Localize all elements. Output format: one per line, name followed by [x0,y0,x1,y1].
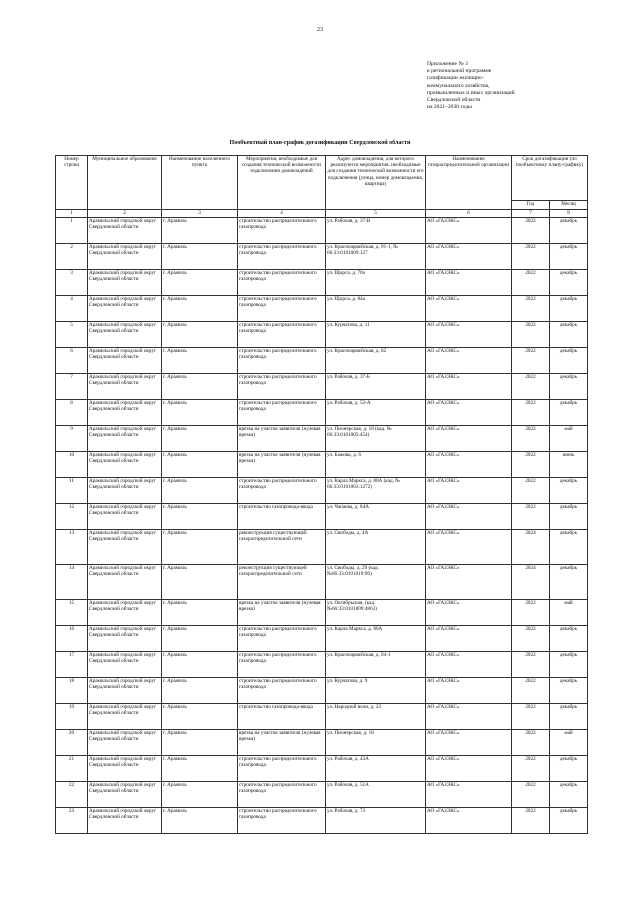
measure-cell: строительство распределительного газопровода [238,244,326,270]
organization-cell: АО «ГАЗЭКС» [426,504,512,530]
measure-cell: строительство газопровода-ввода [238,504,326,530]
row-number: 14 [56,565,88,600]
settlement-cell: г. Арамиль [162,808,238,834]
municipality-cell: Арамильский городской округ Свердловской области [88,400,162,426]
organization-cell: АО «ГАЗЭКС» [426,626,512,652]
address-cell: ул. Чапаева, д. 84А [326,504,426,530]
appendix-line: Приложение № 3 [427,61,468,67]
organization-cell: АО «ГАЗЭКС» [426,374,512,400]
year-cell: 2022 [512,348,550,374]
month-cell: декабрь [550,626,588,652]
address-cell: ул. Рабочая, д. 51А [326,782,426,808]
measure-cell: строительство распределительного газопровода [238,478,326,504]
municipality-cell: Арамильский городской округ Свердловской области [88,600,162,626]
table-row [56,348,588,374]
header-municipality: Муниципальное образование [88,156,162,210]
address-cell: ул. Свободы, д. 4А [326,530,426,565]
measure-cell: строительство газопровода-ввода [238,704,326,730]
table-row [56,530,588,565]
year-cell: 2022 [512,626,550,652]
year-cell: 2022 [512,730,550,756]
measure-cell: строительство распределительного газопровода [238,756,326,782]
table-row [56,808,588,834]
address-cell: ул. Пионерская, д. 18 (кад. № 66:33:0101005:454) [326,426,426,452]
municipality-cell: Арамильский городской округ Свердловской области [88,782,162,808]
table-row [56,400,588,426]
year-cell: 2022 [512,244,550,270]
organization-cell: АО «ГАЗЭКС» [426,530,512,565]
table-row [56,600,588,626]
settlement-cell: г. Арамиль [162,730,238,756]
year-cell: 2022 [512,652,550,678]
address-cell: ул. Пионерская, д. 18 [326,730,426,756]
settlement-cell: г. Арамиль [162,504,238,530]
row-number: 16 [56,626,88,652]
header-row-number: Номер строки [56,156,88,210]
settlement-cell: г. Арамиль [162,322,238,348]
organization-cell: АО «ГАЗЭКС» [426,296,512,322]
month-cell: май [550,600,588,626]
measure-cell: врезка на участке заявителя (нулевая врезка) [238,426,326,452]
municipality-cell: Арамильский городской округ Свердловской области [88,678,162,704]
address-cell: ул. Рабочая, д. 37-Б [326,374,426,400]
address-cell: ул. Свободы, д. 29 (кад. №66:33:0101010:96) [326,565,426,600]
address-cell: ул. Народной воли, д. 23 [326,704,426,730]
month-cell: июнь [550,452,588,478]
measure-cell: строительство распределительного газопровода [238,652,326,678]
column-number-row [56,210,588,218]
settlement-cell: г. Арамиль [162,565,238,600]
municipality-cell: Арамильский городской округ Свердловской области [88,426,162,452]
row-number: 21 [56,756,88,782]
organization-cell: АО «ГАЗЭКС» [426,730,512,756]
measure-cell: врезка на участке заявителя (нулевая врезка) [238,730,326,756]
row-number: 17 [56,652,88,678]
municipality-cell: Арамильский городской округ Свердловской области [88,322,162,348]
settlement-cell: г. Арамиль [162,374,238,400]
address-cell: ул. Карла Маркса, д. 80А [326,626,426,652]
organization-cell: АО «ГАЗЭКС» [426,270,512,296]
month-cell: декабрь [550,348,588,374]
appendix-block [427,61,597,111]
appendix-line: на 2021–2030 годы [427,104,472,111]
settlement-cell: г. Арамиль [162,452,238,478]
header-address: Адрес домовладения, для которого реализуются мероприятия, необходимые для создания технической возможности его подключения (улица, номер домовладения, квартира) [326,156,426,210]
table-row [56,704,588,730]
column-number: 8 [550,210,588,218]
column-number: 6 [426,210,512,218]
row-number: 6 [56,348,88,374]
month-cell: декабрь [550,678,588,704]
organization-cell: АО «ГАЗЭКС» [426,600,512,626]
row-number: 11 [56,478,88,504]
row-number: 18 [56,678,88,704]
column-number: 4 [238,210,326,218]
column-number: 1 [56,210,88,218]
appendix-line: коммунального хозяйства, [427,82,490,89]
measure-cell: строительство распределительного газопровода [238,678,326,704]
municipality-cell: Арамильский городской округ Свердловской области [88,244,162,270]
header-month: Месяц [550,201,588,210]
table-row [56,426,588,452]
month-cell: декабрь [550,530,588,565]
municipality-cell: Арамильский городской округ Свердловской области [88,626,162,652]
year-cell: 2022 [512,782,550,808]
month-cell: декабрь [550,652,588,678]
settlement-cell: г. Арамиль [162,704,238,730]
header-measures: Мероприятия, необходимые для создания технической возможности подключения домовладений [238,156,326,210]
month-cell: декабрь [550,296,588,322]
settlement-cell: г. Арамиль [162,478,238,504]
municipality-cell: Арамильский городской округ Свердловской области [88,218,162,244]
address-cell: ул. Рабочая, д. 53-А [326,400,426,426]
table-row [56,296,588,322]
month-cell: декабрь [550,756,588,782]
organization-cell: АО «ГАЗЭКС» [426,808,512,834]
document-title: Пообъектный план-график догазификации Свердловской области [229,140,411,146]
address-cell: ул. Бажова, д. 6 [326,452,426,478]
table-row [56,322,588,348]
organization-cell: АО «ГАЗЭКС» [426,426,512,452]
organization-cell: АО «ГАЗЭКС» [426,756,512,782]
organization-cell: АО «ГАЗЭКС» [426,218,512,244]
organization-cell: АО «ГАЗЭКС» [426,322,512,348]
appendix-line: промышленных и иных организаций [427,89,515,96]
organization-cell: АО «ГАЗЭКС» [426,244,512,270]
organization-cell: АО «ГАЗЭКС» [426,678,512,704]
address-cell: ул. Курчатова, д. 9 [326,678,426,704]
row-number: 7 [56,374,88,400]
header-year: Год [512,201,550,210]
organization-cell: АО «ГАЗЭКС» [426,400,512,426]
year-cell: 2022 [512,270,550,296]
month-cell: декабрь [550,782,588,808]
gasification-table [55,155,588,834]
column-number: 7 [512,210,550,218]
appendix-line: газификации жилищно- [427,75,484,82]
row-number: 9 [56,426,88,452]
address-cell: ул. Курчатова, д. 11 [326,322,426,348]
settlement-cell: г. Арамиль [162,296,238,322]
month-cell: декабрь [550,504,588,530]
year-cell: 2022 [512,400,550,426]
address-cell: ул. Рабочая, д. 43А [326,756,426,782]
header-settlement: Наименование населенного пункта [162,156,238,210]
row-number: 5 [56,322,88,348]
year-cell: 2022 [512,756,550,782]
row-number: 2 [56,244,88,270]
address-cell: ул. Щорса, д. 70а [326,270,426,296]
year-cell: 2022 [512,600,550,626]
settlement-cell: г. Арамиль [162,426,238,452]
settlement-cell: г. Арамиль [162,782,238,808]
table-row [56,218,588,244]
row-number: 20 [56,730,88,756]
measure-cell: строительство распределительного газопровода [238,218,326,244]
table-row [56,565,588,600]
organization-cell: АО «ГАЗЭКС» [426,478,512,504]
column-number: 3 [162,210,238,218]
table-row [56,652,588,678]
address-cell: ул. Октябрьская, (кад. №66:33:0101009:4863) [326,600,426,626]
settlement-cell: г. Арамиль [162,530,238,565]
municipality-cell: Арамильский городской округ Свердловской области [88,756,162,782]
column-number: 2 [88,210,162,218]
address-cell: ул. Красноармейская, д. 94-1 [326,652,426,678]
year-cell: 2022 [512,426,550,452]
organization-cell: АО «ГАЗЭКС» [426,348,512,374]
municipality-cell: Арамильский городской округ Свердловской области [88,374,162,400]
municipality-cell: Арамильский городской округ Свердловской области [88,808,162,834]
municipality-cell: Арамильский городской округ Свердловской области [88,565,162,600]
month-cell: декабрь [550,400,588,426]
month-cell: декабрь [550,704,588,730]
appendix-line: Свердловской области [427,97,481,104]
measure-cell: строительство распределительного газопровода [238,322,326,348]
table-row [56,730,588,756]
year-cell: 2024 [512,565,550,600]
row-number: 23 [56,808,88,834]
table-row [56,678,588,704]
address-cell: ул. Рабочая, д. 37-В [326,218,426,244]
month-cell: декабрь [550,374,588,400]
column-number: 5 [326,210,426,218]
address-cell: ул. Карла Маркса, д. 80А (кад. № 66:33:0101003:1272) [326,478,426,504]
table-row [56,244,588,270]
municipality-cell: Арамильский городской округ Свердловской области [88,270,162,296]
settlement-cell: г. Арамиль [162,244,238,270]
row-number: 10 [56,452,88,478]
measure-cell: строительство распределительного газопровода [238,348,326,374]
measure-cell: строительство распределительного газопровода [238,400,326,426]
month-cell: май [550,730,588,756]
year-cell: 2024 [512,530,550,565]
table-row [56,478,588,504]
municipality-cell: Арамильский городской округ Свердловской области [88,504,162,530]
month-cell: декабрь [550,322,588,348]
table-row [56,270,588,296]
measure-cell: реконструкция существующей газораспределительной сети [238,530,326,565]
year-cell: 2022 [512,678,550,704]
month-cell: май [550,426,588,452]
year-cell: 2022 [512,374,550,400]
table-row [56,756,588,782]
table-row [56,782,588,808]
table-row [56,626,588,652]
month-cell: декабрь [550,244,588,270]
measure-cell: врезка на участке заявителя (нулевая врезка) [238,452,326,478]
measure-cell: строительство распределительного газопровода [238,374,326,400]
municipality-cell: Арамильский городской округ Свердловской области [88,652,162,678]
row-number: 15 [56,600,88,626]
settlement-cell: г. Арамиль [162,678,238,704]
measure-cell: строительство распределительного газопровода [238,782,326,808]
year-cell: 2022 [512,478,550,504]
year-cell: 2022 [512,504,550,530]
appendix-line: к региональной программе [427,68,492,75]
row-number: 13 [56,530,88,565]
year-cell: 2022 [512,452,550,478]
measure-cell: строительство распределительного газопровода [238,296,326,322]
row-number: 8 [56,400,88,426]
measure-cell: строительство распределительного газопровода [238,626,326,652]
row-number: 3 [56,270,88,296]
measure-cell: строительство распределительного газопровода [238,270,326,296]
measure-cell: врезка на участке заявителя (нулевая врезка) [238,600,326,626]
year-cell: 2022 [512,218,550,244]
header-deadline: Срок догазификации (по пообъектному плану-графику) [512,156,588,201]
month-cell: декабрь [550,565,588,600]
settlement-cell: г. Арамиль [162,626,238,652]
page-number: 23 [317,27,323,33]
row-number: 22 [56,782,88,808]
month-cell: декабрь [550,218,588,244]
row-number: 19 [56,704,88,730]
year-cell: 2022 [512,296,550,322]
organization-cell: АО «ГАЗЭКС» [426,652,512,678]
row-number: 1 [56,218,88,244]
measure-cell: строительство распределительного газопровода [238,808,326,834]
organization-cell: АО «ГАЗЭКС» [426,565,512,600]
settlement-cell: г. Арамиль [162,652,238,678]
header-organization: Наименование газораспределительной организации [426,156,512,210]
municipality-cell: Арамильский городской округ Свердловской области [88,730,162,756]
municipality-cell: Арамильский городской округ Свердловской области [88,452,162,478]
month-cell: декабрь [550,808,588,834]
address-cell: ул. Щорса, д. 84а [326,296,426,322]
settlement-cell: г. Арамиль [162,218,238,244]
measure-cell: реконструкция существующей газораспределительной сети [238,565,326,600]
organization-cell: АО «ГАЗЭКС» [426,704,512,730]
address-cell: ул. Красноармейская, д. 82 [326,348,426,374]
municipality-cell: Арамильский городской округ Свердловской области [88,478,162,504]
settlement-cell: г. Арамиль [162,348,238,374]
municipality-cell: Арамильский городской округ Свердловской области [88,348,162,374]
table-row [56,374,588,400]
address-cell: ул. Рабочая, д. 73 [326,808,426,834]
settlement-cell: г. Арамиль [162,600,238,626]
settlement-cell: г. Арамиль [162,270,238,296]
address-cell: ул. Красноармейская, д. 91-1, № 66:33:0101009:127 [326,244,426,270]
organization-cell: АО «ГАЗЭКС» [426,782,512,808]
organization-cell: АО «ГАЗЭКС» [426,452,512,478]
year-cell: 2022 [512,704,550,730]
table-row [56,504,588,530]
row-number: 4 [56,296,88,322]
month-cell: декабрь [550,270,588,296]
municipality-cell: Арамильский городской округ Свердловской области [88,296,162,322]
settlement-cell: г. Арамиль [162,756,238,782]
municipality-cell: Арамильский городской округ Свердловской области [88,704,162,730]
year-cell: 2022 [512,322,550,348]
row-number: 12 [56,504,88,530]
municipality-cell: Арамильский городской округ Свердловской области [88,530,162,565]
month-cell: декабрь [550,478,588,504]
table-row [56,452,588,478]
settlement-cell: г. Арамиль [162,400,238,426]
year-cell: 2022 [512,808,550,834]
